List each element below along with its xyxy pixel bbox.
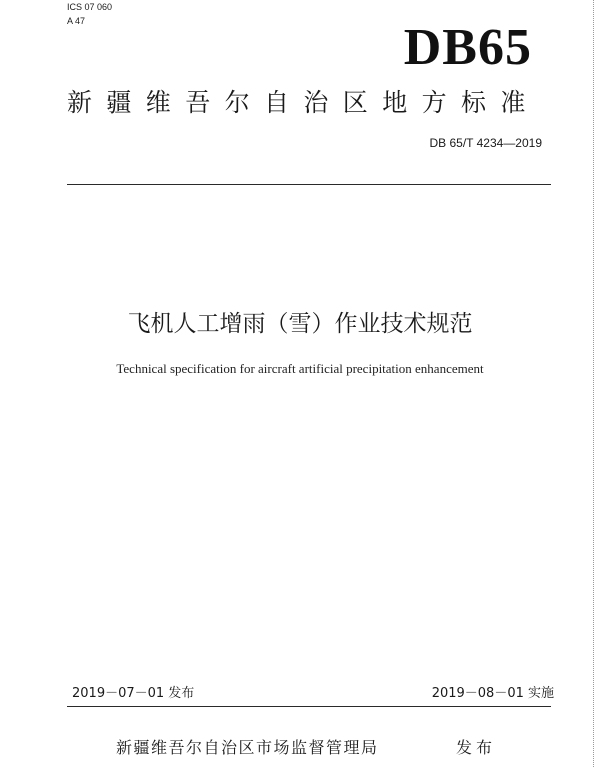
top-divider — [67, 184, 551, 185]
bottom-divider — [67, 706, 551, 707]
ccs-code: A 47 — [67, 16, 86, 26]
document-title-cn: 飞机人工增雨（雪）作业技术规范 — [127, 311, 473, 337]
publish-date: 2019－07－01 发布 — [72, 686, 195, 701]
standard-number: DB 65/T 4234—2019 — [429, 136, 542, 150]
implement-date: 2019－08－01 实施 — [431, 686, 554, 701]
standard-type-heading: 新疆维吾尔自治区地方标准 — [67, 88, 540, 117]
document-title-en: Technical specification for aircraft artificial precipitation enhancement — [116, 361, 484, 376]
issuing-authority: 新疆维吾尔自治区市场监督管理局 — [116, 738, 379, 757]
scan-edge-line — [593, 0, 594, 767]
db65-logo: DB65 — [403, 19, 532, 76]
ics-code: ICS 07 060 — [67, 2, 113, 12]
issue-label: 发布 — [456, 738, 497, 757]
